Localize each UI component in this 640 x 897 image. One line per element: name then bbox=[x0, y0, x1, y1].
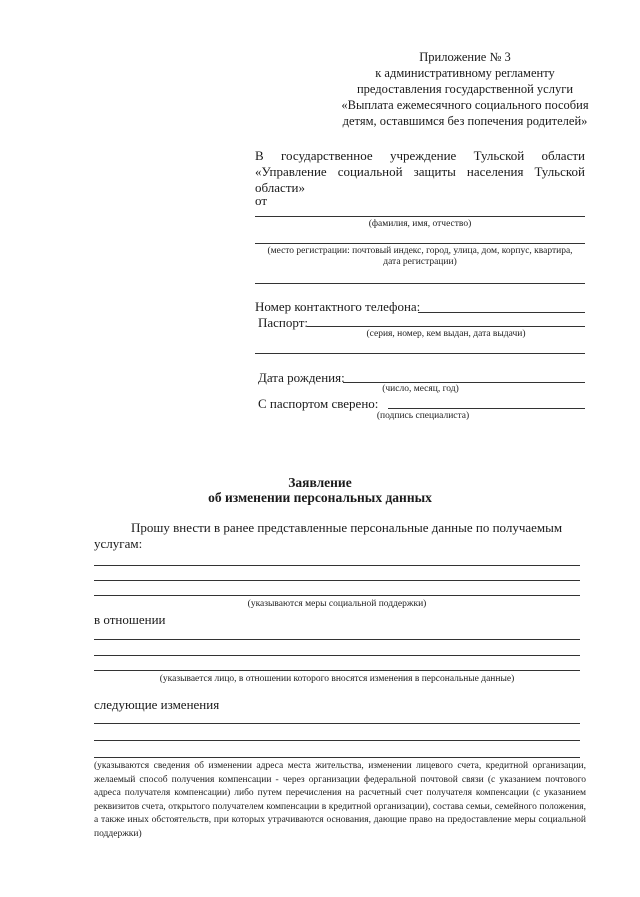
birth-date-caption: (число, месяц, год) bbox=[382, 384, 459, 394]
registration-line[interactable] bbox=[255, 243, 585, 244]
birth-date-label: Дата рождения: bbox=[258, 370, 345, 385]
support-measures-caption: (указываются меры социальной поддержки) bbox=[247, 599, 427, 609]
addressee-text: В государственное учреждение Тульской области «Управление социальной защиты населения Тульской области» bbox=[255, 148, 585, 195]
phone-label: Номер контактного телефона: bbox=[255, 299, 421, 314]
full-name-caption: (фамилия, имя, отчество) bbox=[368, 219, 472, 229]
addressee-block bbox=[255, 148, 585, 196]
regarding-line-3[interactable] bbox=[94, 670, 580, 671]
services-line-2[interactable] bbox=[94, 580, 580, 581]
changes-line-1[interactable] bbox=[94, 723, 580, 724]
full-name-line[interactable] bbox=[255, 216, 585, 217]
registration-caption: (место регистрации: почтовый индекс, город, улица, дом, корпус, квартира, дата регистрации) bbox=[267, 246, 573, 267]
appendix-line: предоставления государственной услуги bbox=[356, 82, 574, 96]
passport-line[interactable] bbox=[307, 326, 585, 327]
regarding-label: в отношении bbox=[94, 612, 166, 627]
changes-footnote: (указываются сведения об изменении адреса места жительства, изменении лицевого счета, кредитной организации, желаемый способ получения компенсации - через организации федеральной почтовой связи (с указанием почтового адреса получателя компенсации) либо путем перечисления на расчетный счет получателя компенсации (с указанием реквизитов счета, открытого получателем компенсации в кредитной организации), состава семьи, семейного положения, а также иных обстоятельств, при которых утрачиваются основания, дающие право на предоставление меры социальной поддержки) bbox=[94, 761, 586, 839]
statement-subtitle: об изменении персональных данных bbox=[208, 490, 432, 505]
appendix-header bbox=[300, 49, 630, 129]
intro-line-1: Прошу внести в ранее представленные персональные данные по получаемым bbox=[131, 520, 563, 535]
appendix-line: к административному регламенту bbox=[375, 66, 555, 80]
from-label: от bbox=[255, 193, 268, 208]
services-line-3[interactable] bbox=[94, 595, 580, 596]
person-caption: (указывается лицо, в отношении которого вносятся изменения в персональные данные) bbox=[159, 674, 515, 684]
phone-line[interactable] bbox=[418, 312, 585, 313]
registration-line-2[interactable] bbox=[255, 283, 585, 284]
statement-title: Заявление bbox=[288, 475, 352, 490]
appendix-line: детям, оставшимся без попечения родителей» bbox=[342, 114, 588, 128]
regarding-line-1[interactable] bbox=[94, 639, 580, 640]
intro-line-2: услугам: bbox=[94, 536, 143, 551]
passport-caption: (серия, номер, кем выдан, дата выдачи) bbox=[366, 329, 526, 339]
appendix-line: Приложение № 3 bbox=[419, 50, 511, 64]
regarding-line-2[interactable] bbox=[94, 655, 580, 656]
services-line-1[interactable] bbox=[94, 565, 580, 566]
changes-label: следующие изменения bbox=[94, 697, 220, 712]
birth-date-line[interactable] bbox=[343, 382, 585, 383]
specialist-signature-caption: (подпись специалиста) bbox=[376, 411, 470, 421]
changes-line-3[interactable] bbox=[94, 757, 580, 758]
changes-line-2[interactable] bbox=[94, 740, 580, 741]
verified-label: С паспортом сверено: bbox=[258, 396, 379, 411]
appendix-line: «Выплата ежемесячного социального пособия bbox=[341, 98, 589, 112]
passport-line-2[interactable] bbox=[255, 353, 585, 354]
verified-line[interactable] bbox=[388, 408, 585, 409]
passport-label: Паспорт: bbox=[258, 315, 309, 330]
